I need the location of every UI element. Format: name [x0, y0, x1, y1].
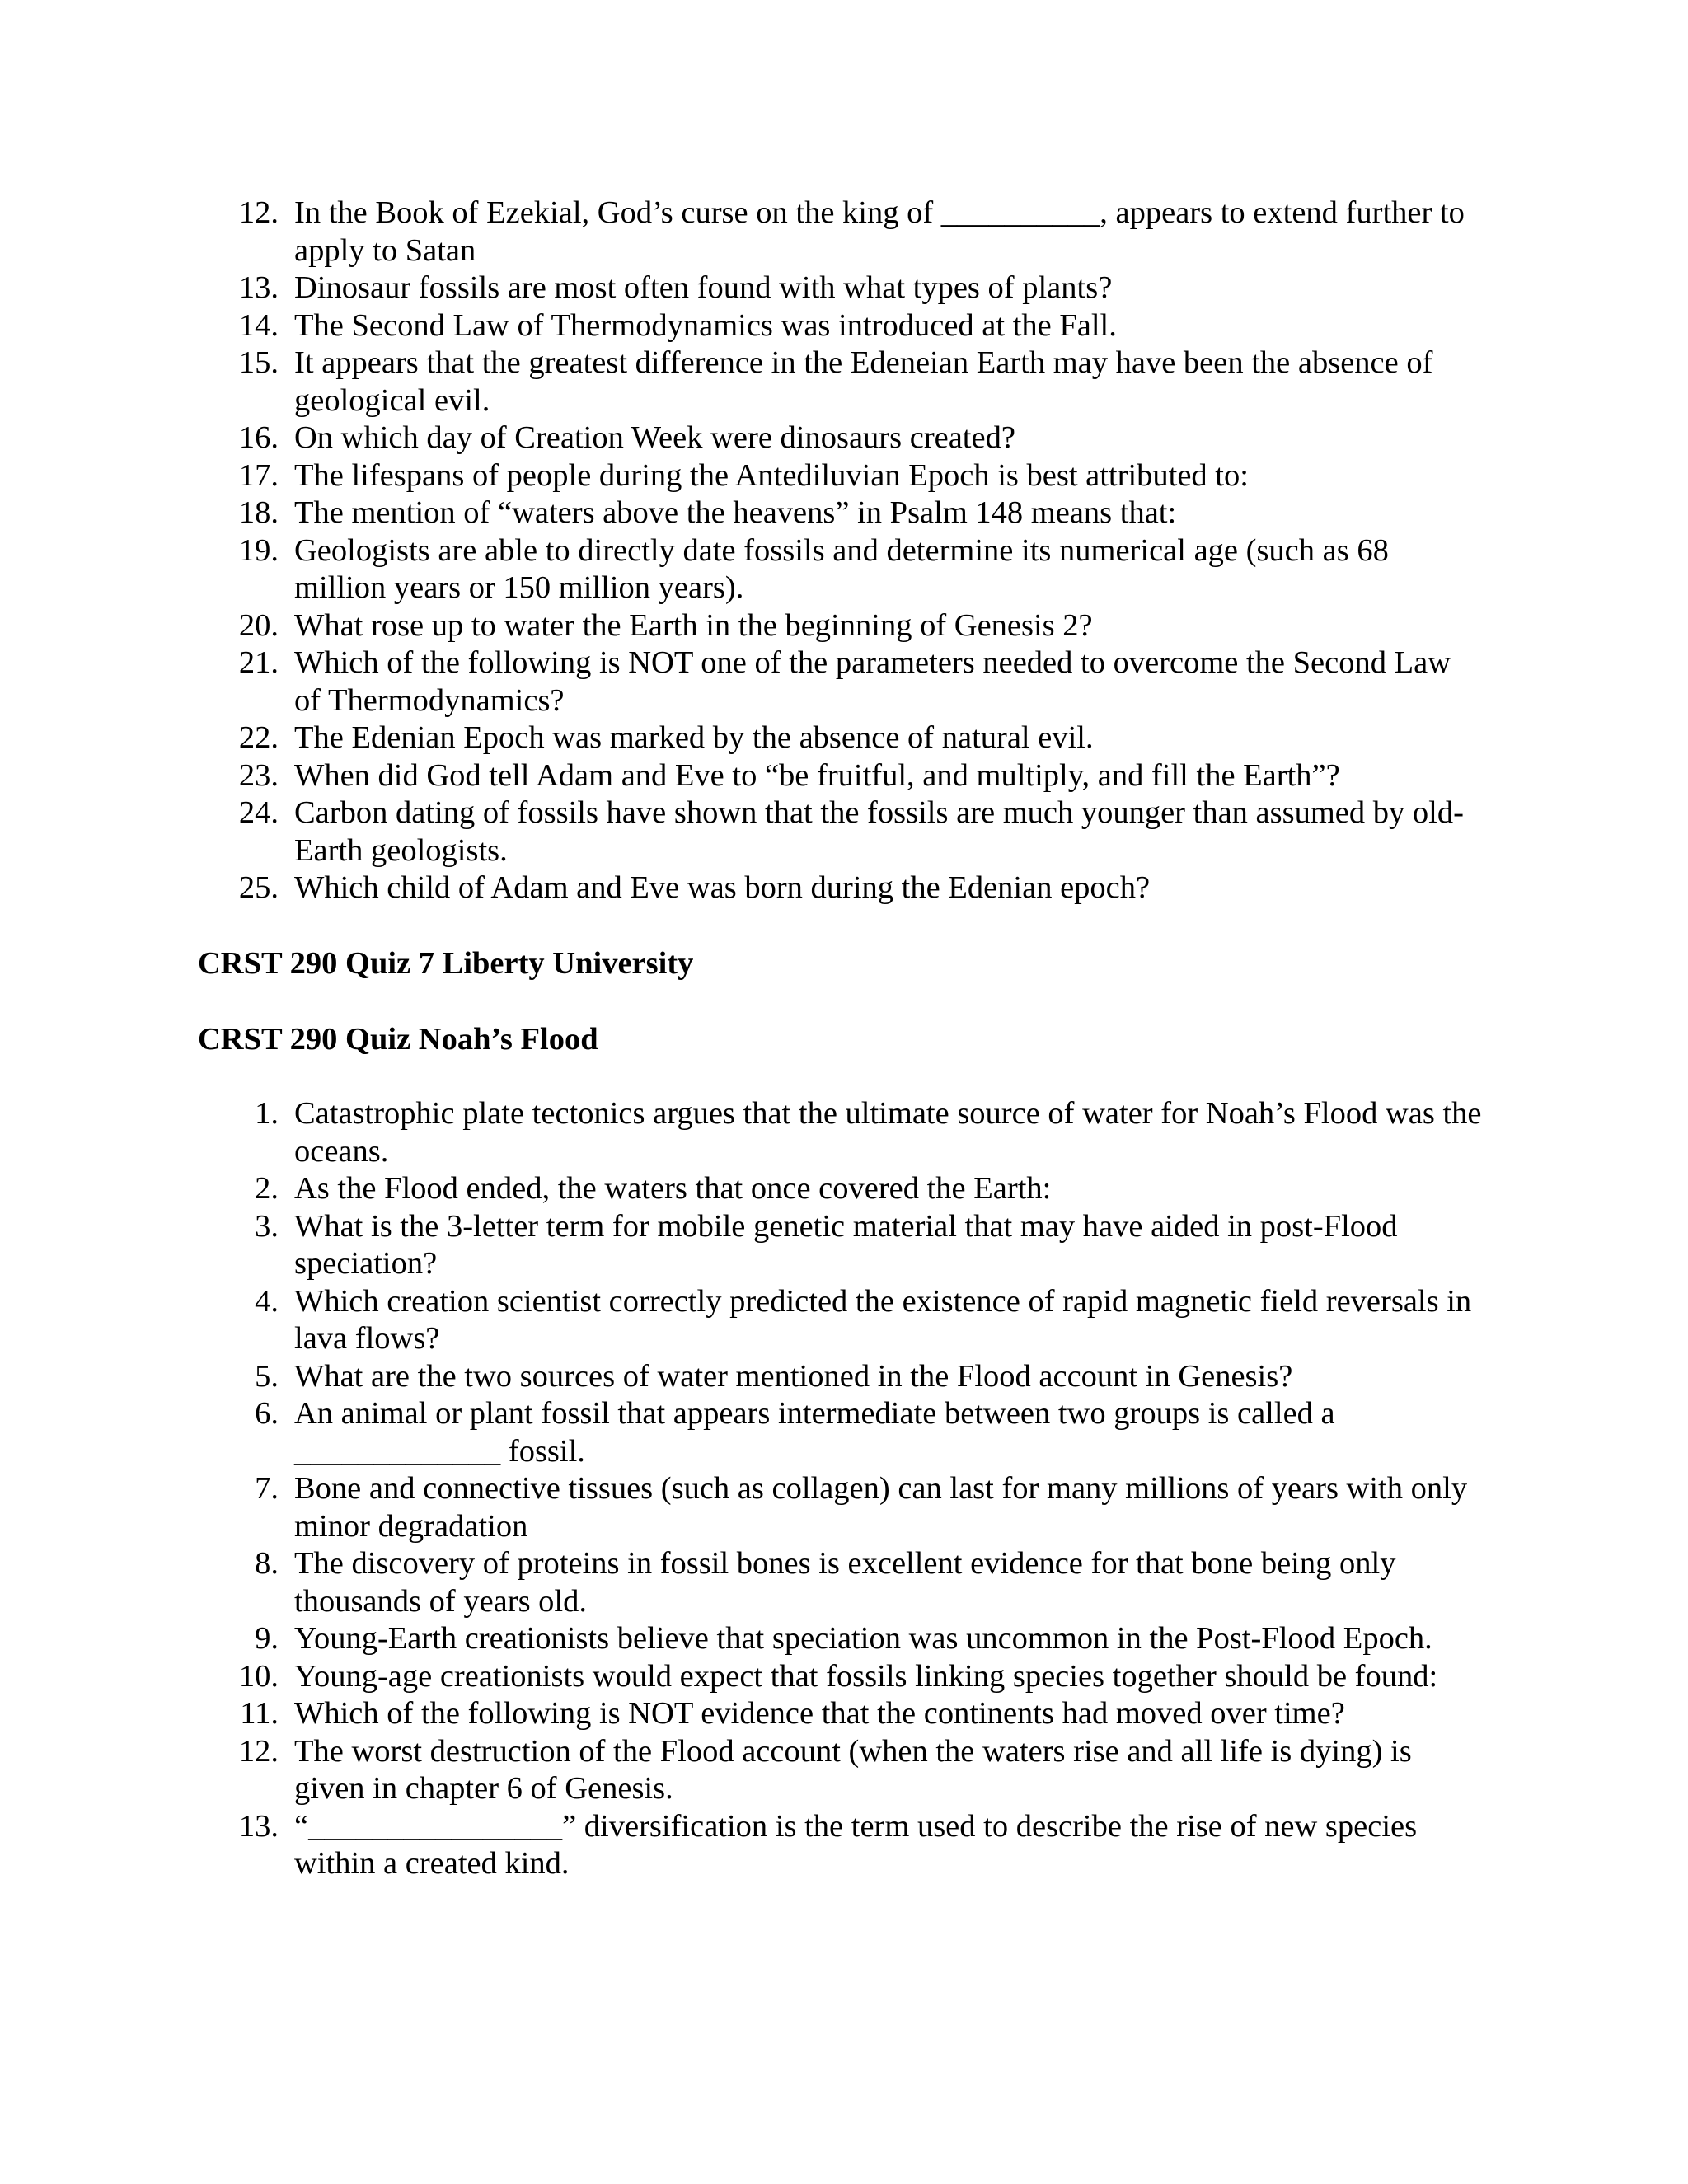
item-text: “________________” diversification is the term used to describe the rise of new species within a created kind.: [294, 1808, 1418, 1881]
item-number: 3.: [255, 1208, 279, 1244]
list-item: [198, 869, 1484, 907]
item-number: 15.: [238, 345, 279, 380]
item-text: Bone and connective tissues (such as collagen) can last for many millions of years with only minor degradation: [294, 1471, 1468, 1544]
item-text: What are the two sources of water mentioned in the Flood account in Genesis?: [294, 1358, 1293, 1394]
item-number: 24.: [238, 795, 279, 830]
list-item: [198, 1695, 1484, 1733]
list-item: [198, 457, 1484, 495]
item-number: 25.: [238, 870, 279, 905]
item-number: 12.: [238, 195, 279, 230]
list-item: [198, 1808, 1484, 1883]
list-item: [198, 1733, 1484, 1808]
list-item: [198, 494, 1484, 532]
item-number: 23.: [238, 757, 279, 793]
item-number: 13.: [238, 1808, 279, 1844]
item-number: 11.: [240, 1696, 279, 1731]
item-number: 20.: [238, 607, 279, 643]
item-number: 19.: [238, 532, 279, 568]
list-item: [198, 194, 1484, 269]
item-number: 2.: [255, 1171, 279, 1206]
list-item: [198, 1395, 1484, 1470]
list-item: [198, 344, 1484, 419]
item-text: The Second Law of Thermodynamics was introduced at the Fall.: [294, 307, 1117, 343]
list-item: [198, 1470, 1484, 1545]
item-text: The Edenian Epoch was marked by the absence of natural evil.: [294, 720, 1094, 755]
item-text: The worst destruction of the Flood account (when the waters rise and all life is dying) is given in chapter 6 of Genesis.: [294, 1733, 1412, 1806]
question-list-continued: [198, 194, 1484, 907]
item-text: Young-Earth creationists believe that speciation was uncommon in the Post-Flood Epoch.: [294, 1621, 1432, 1656]
list-item: [198, 307, 1484, 345]
item-text: What rose up to water the Earth in the beginning of Genesis 2?: [294, 607, 1093, 643]
item-number: 17.: [238, 457, 279, 493]
list-item: [198, 532, 1484, 607]
item-text: When did God tell Adam and Eve to “be fruitful, and multiply, and fill the Earth”?: [294, 757, 1340, 793]
item-text: Catastrophic plate tectonics argues that the ultimate source of water for Noah’s Flood was the oceans.: [294, 1096, 1482, 1169]
list-item: [198, 269, 1484, 307]
list-item: [198, 1283, 1484, 1358]
item-number: 21.: [238, 645, 279, 680]
list-item: [198, 1095, 1484, 1170]
list-item: [198, 1545, 1484, 1620]
item-number: 16.: [238, 420, 279, 455]
list-item: [198, 757, 1484, 795]
list-item: [198, 1358, 1484, 1396]
item-text: What is the 3-letter term for mobile genetic material that may have aided in post-Flood speciation?: [294, 1208, 1398, 1281]
item-text: As the Flood ended, the waters that once covered the Earth:: [294, 1171, 1052, 1206]
item-text: Which of the following is NOT one of the parameters needed to overcome the Second Law of Thermodynamics?: [294, 645, 1451, 718]
list-item: [198, 644, 1484, 719]
list-item: [198, 1620, 1484, 1658]
item-text: Young-age creationists would expect that fossils linking species together should be found:: [294, 1658, 1438, 1694]
item-number: 6.: [255, 1396, 279, 1431]
item-text: Geologists are able to directly date fossils and determine its numerical age (such as 68 million years or 150 million years).: [294, 532, 1389, 605]
item-text: The mention of “waters above the heavens” in Psalm 148 means that:: [294, 495, 1177, 530]
item-number: 7.: [255, 1471, 279, 1506]
list-item: [198, 1658, 1484, 1696]
item-number: 8.: [255, 1546, 279, 1581]
item-number: 4.: [255, 1283, 279, 1319]
item-number: 12.: [238, 1733, 279, 1769]
section-heading-noahs-flood: CRST 290 Quiz Noah’s Flood: [198, 1022, 598, 1057]
item-number: 5.: [255, 1358, 279, 1394]
item-number: 9.: [255, 1621, 279, 1656]
list-item: [198, 794, 1484, 869]
item-number: 10.: [238, 1658, 279, 1694]
item-number: 14.: [238, 307, 279, 343]
item-number: 13.: [238, 270, 279, 305]
list-item: [198, 1170, 1484, 1208]
item-text: Which of the following is NOT evidence that the continents had moved over time?: [294, 1696, 1345, 1731]
item-text: The lifespans of people during the Antediluvian Epoch is best attributed to:: [294, 457, 1249, 493]
item-text: On which day of Creation Week were dinosaurs created?: [294, 420, 1015, 455]
item-number: 1.: [255, 1096, 279, 1131]
item-text: An animal or plant fossil that appears intermediate between two groups is called a _____________ fossil.: [294, 1396, 1335, 1469]
item-text: Dinosaur fossils are most often found with what types of plants?: [294, 270, 1113, 305]
item-text: Which creation scientist correctly predicted the existence of rapid magnetic field reversals in lava flows?: [294, 1283, 1472, 1356]
list-item: [198, 419, 1484, 457]
item-text: In the Book of Ezekial, God’s curse on the king of __________, appears to extend further to apply to Satan: [294, 195, 1465, 268]
item-number: 22.: [238, 720, 279, 755]
item-text: The discovery of proteins in fossil bones is excellent evidence for that bone being only thousands of years old.: [294, 1546, 1396, 1619]
section-heading-quiz7: CRST 290 Quiz 7 Liberty University: [198, 946, 694, 981]
list-item: [198, 1208, 1484, 1283]
list-item: [198, 719, 1484, 757]
question-list-noahs-flood: [198, 1095, 1484, 1883]
item-text: Carbon dating of fossils have shown that the fossils are much younger than assumed by old-Earth geologists.: [294, 795, 1464, 868]
item-number: 18.: [238, 495, 279, 530]
item-text: It appears that the greatest difference in the Edeneian Earth may have been the absence of geological evil.: [294, 345, 1433, 418]
item-text: Which child of Adam and Eve was born during the Edenian epoch?: [294, 870, 1151, 905]
list-item: [198, 607, 1484, 645]
